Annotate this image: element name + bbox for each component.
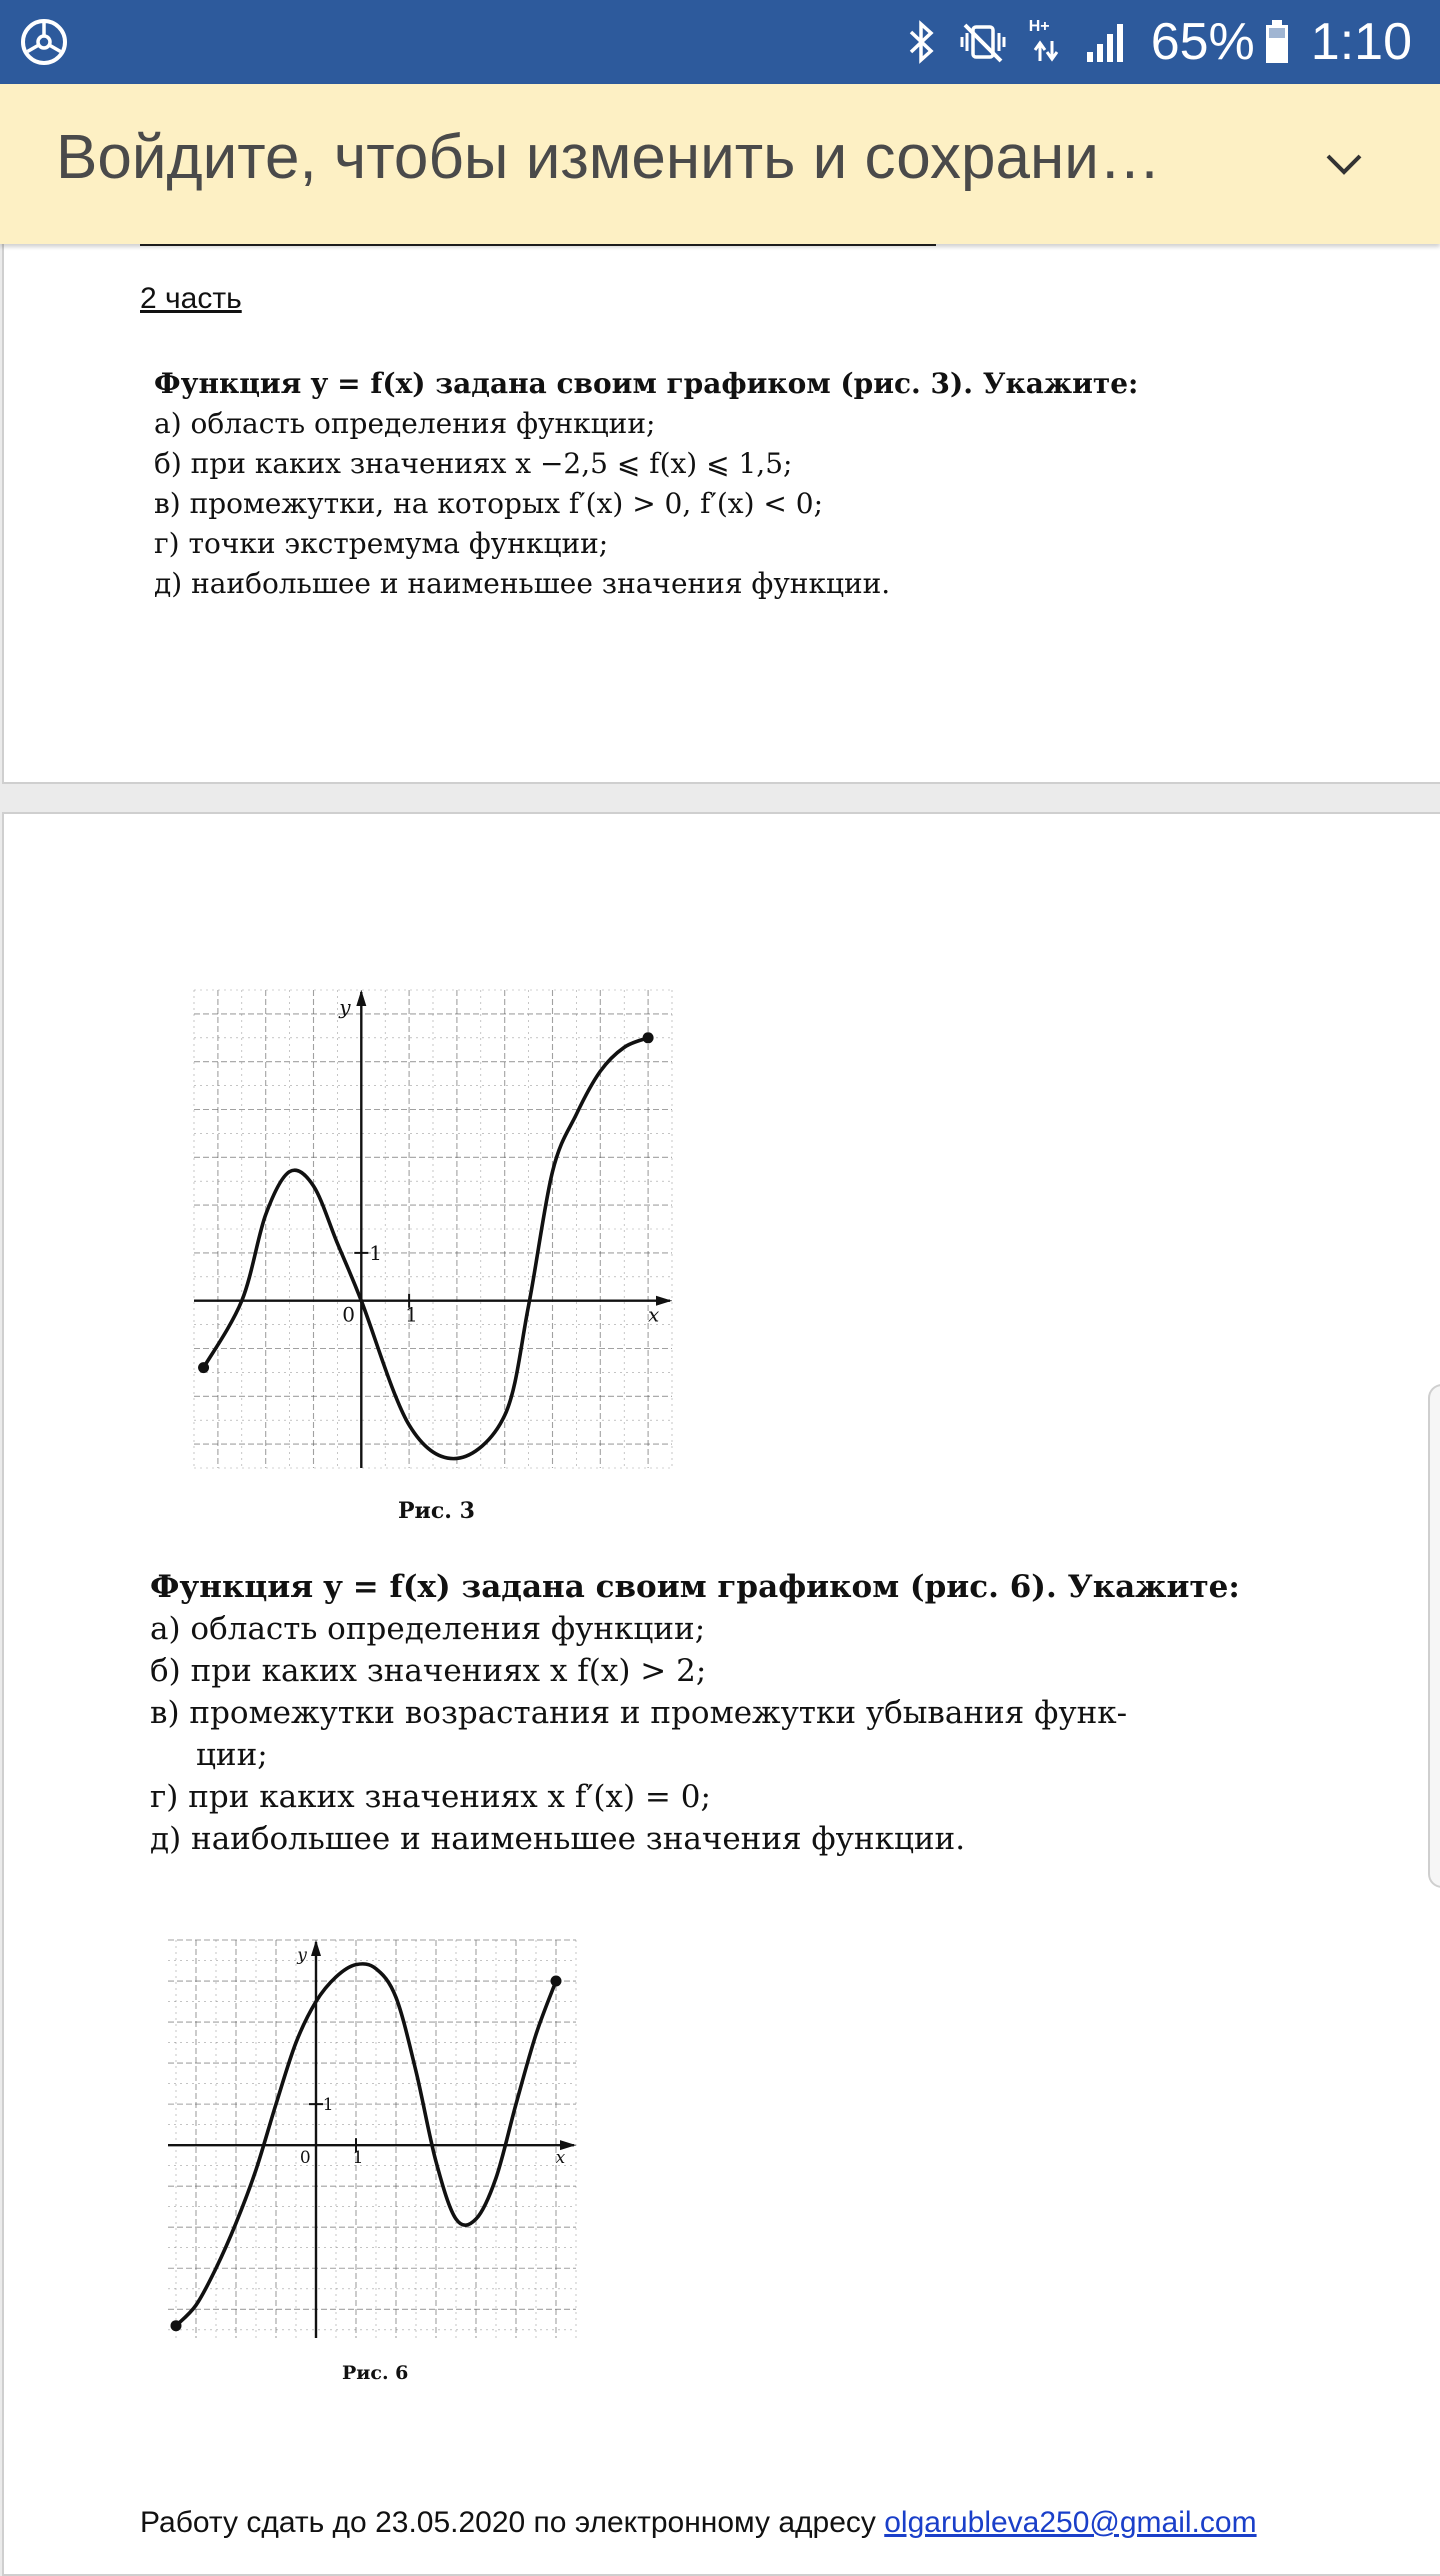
figure3-chart (188, 984, 678, 1479)
figure6-caption: Рис. 6 (342, 2362, 409, 2384)
signin-banner[interactable] (0, 84, 1440, 244)
endpoint-dot (551, 1976, 562, 1987)
chevron-down-icon[interactable] (1320, 140, 1368, 188)
figure6-svg (162, 1934, 582, 2344)
task2-line: г) при каких значениях x f′(x) = 0; (150, 1779, 711, 1815)
signin-banner-text: Войдите, чтобы изменить и сохрани… (56, 123, 1161, 192)
data-icon (1033, 39, 1059, 63)
endpoint-dot (643, 1032, 654, 1043)
task2-line: в) промежутки возрастания и промежутки убывания функ- (150, 1695, 1128, 1731)
y-axis-label: y (339, 995, 351, 1019)
task2-line: д) наибольшее и наименьшее значения функции. (150, 1821, 966, 1857)
task1-line: б) при каких значениях x −2,5 ⩽ f(x) ⩽ 1,5; (154, 447, 793, 480)
task2-line: а) область определения функции; (150, 1611, 706, 1647)
task2-line: ции; (196, 1737, 268, 1773)
origin-label: 0 (342, 1302, 356, 1327)
y-tick-label: 1 (369, 1240, 383, 1265)
bluetooth-icon (907, 19, 937, 65)
endpoint-dot (171, 2320, 182, 2331)
network-type-label: H+ (1028, 18, 1050, 35)
origin-label: 0 (299, 2148, 311, 2169)
battery-percent: 65% (1150, 13, 1255, 71)
x-axis-label: x (648, 1302, 660, 1327)
top-rule (140, 244, 936, 246)
battery-icon (1265, 20, 1289, 64)
task1-line: в) промежутки, на которых f′(x) > 0, f′(x) < 0; (154, 487, 824, 520)
y-axis-label: y (297, 1945, 307, 1966)
endpoint-dot (198, 1362, 209, 1373)
task1-line: Функция y = f(x) задана своим графиком (рис. 3). Укажите: (154, 367, 1139, 400)
function-curve (204, 1038, 649, 1459)
task1-line: г) точки экстремума функции; (154, 527, 609, 560)
scroll-handle[interactable] (1428, 1384, 1440, 1888)
document-page-2 (2, 812, 1440, 2576)
part-label: 2 часть (140, 282, 242, 315)
email-link[interactable]: olgarubleva250@gmail.com (884, 2506, 1257, 2539)
deadline-text (140, 2506, 1257, 2540)
x-tick-label: 1 (352, 2148, 364, 2169)
figure6-chart (162, 1934, 582, 2349)
task1-line: а) область определения функции; (154, 407, 656, 440)
signal-icon (1085, 20, 1129, 64)
x-axis-label: x (555, 2148, 566, 2169)
figure3-svg (188, 984, 678, 1474)
y-axis-arrow (356, 990, 366, 1006)
vibrate-mute-icon (959, 19, 1007, 65)
document-page-1 (2, 230, 1440, 784)
battery-indicator (1151, 12, 1289, 72)
deadline-label: Работу сдать до 23.05.2020 по электронному адресу (140, 2506, 885, 2539)
task2-text (150, 1566, 1240, 1860)
task2-line: б) при каких значениях x f(x) > 2; (150, 1653, 707, 1689)
app-icon (20, 18, 68, 66)
y-tick-label: 1 (322, 2095, 334, 2116)
clock: 1:10 (1310, 13, 1412, 71)
figure3-caption: Рис. 3 (398, 1498, 475, 1524)
task1-line: д) наибольшее и наименьшее значения функции. (154, 567, 891, 600)
y-axis-arrow (311, 1940, 321, 1956)
task1-text (154, 364, 1138, 604)
task2-line: Функция y = f(x) задана своим графиком (рис. 6). Укажите: (150, 1569, 1240, 1605)
status-bar (0, 0, 1440, 84)
x-tick-label: 1 (405, 1302, 418, 1327)
data-indicator (1029, 19, 1063, 65)
